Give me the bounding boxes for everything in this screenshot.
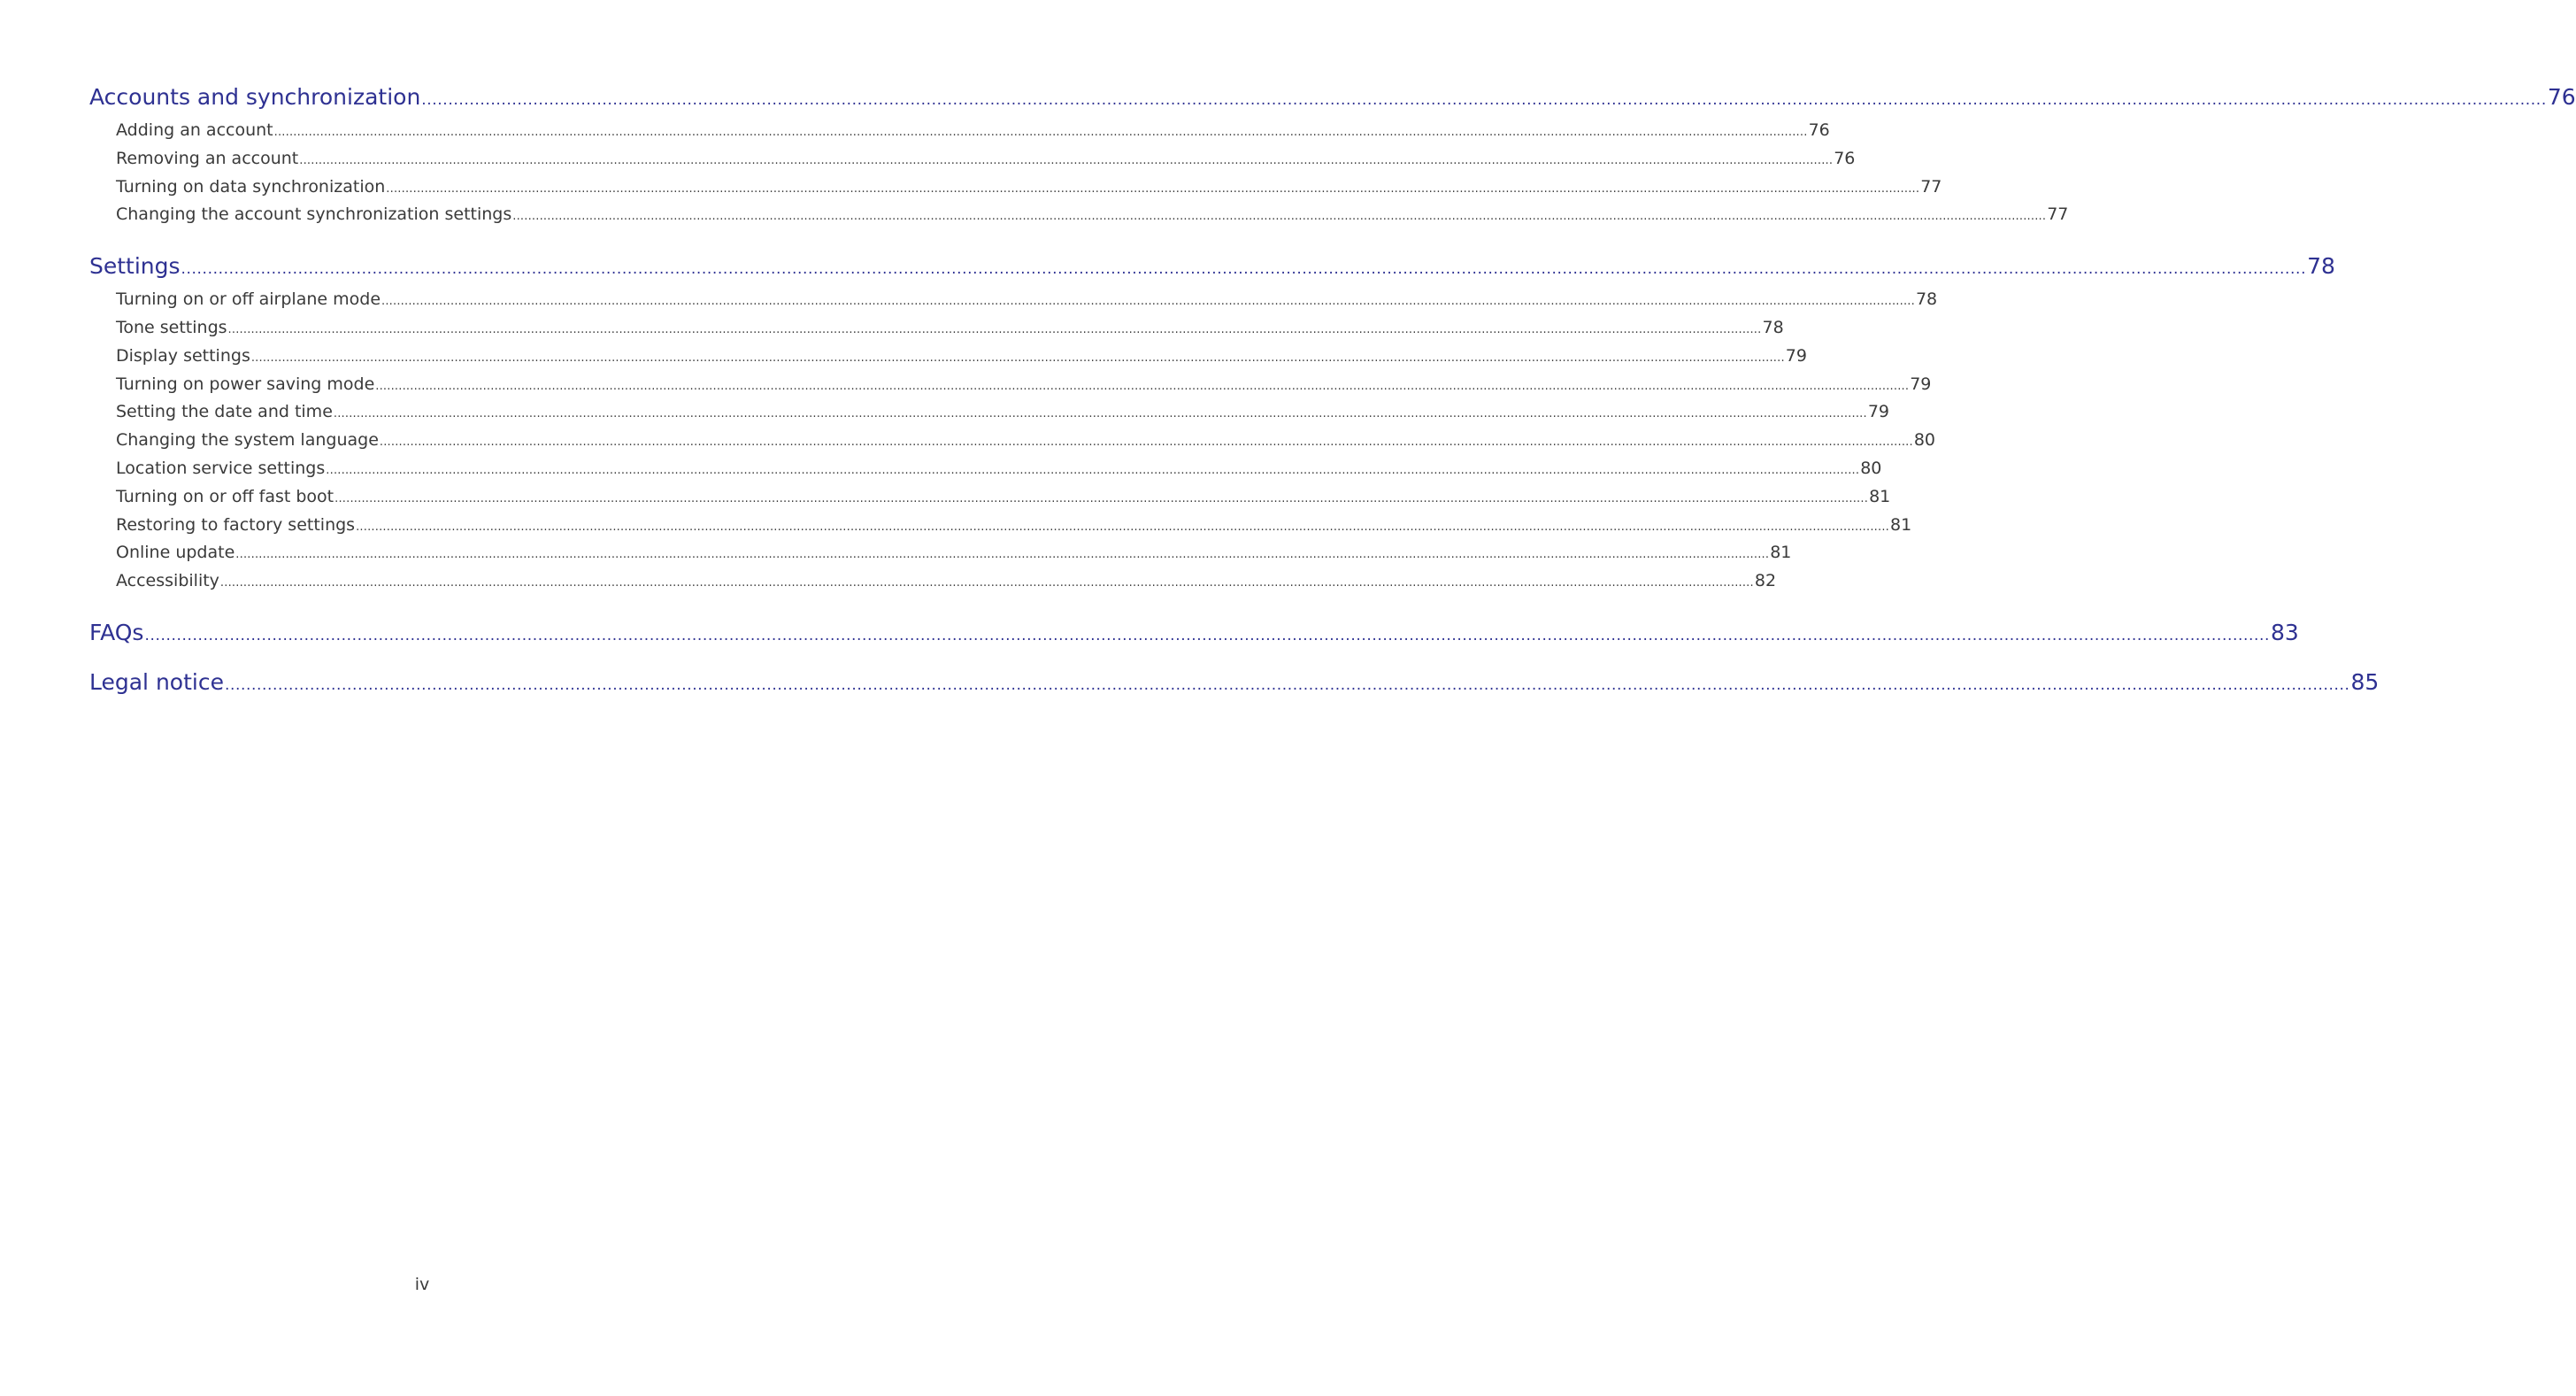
toc-entry-title: Removing an account bbox=[116, 148, 299, 168]
toc-entry-title: Changing the account synchronization settings bbox=[116, 204, 512, 225]
dot-leader: ................................................................................................................................................................................................................................................................................................................................................................................................................ bbox=[273, 126, 1808, 139]
section-spacer bbox=[89, 229, 750, 247]
toc-entry-title: Restoring to factory settings bbox=[116, 514, 356, 535]
toc-section bbox=[89, 613, 2299, 652]
dot-leader: ................................................................................................................................................................................................................................................................................................................................................................................................................ bbox=[235, 548, 1770, 562]
toc-heading-title: Settings bbox=[89, 253, 181, 280]
toc-heading-title: Legal notice bbox=[89, 668, 224, 695]
dot-leader: ................................................................................................................................................................................................................................................................................................................................................................................................................ bbox=[379, 436, 1913, 450]
dot-leader: ................................................................................................................................................................................................................................................................................................................................................................................................................ bbox=[227, 322, 1762, 336]
toc-entry-line[interactable] bbox=[89, 286, 1938, 314]
dot-leader: ................................................................................................................................................................................................................................................................................................................................................................................................................ bbox=[219, 576, 1754, 590]
dot-leader: ................................................................................................................................................................................................................................................................................................................................................................................................................ bbox=[181, 260, 2307, 279]
toc-entry-page: 78 bbox=[1762, 317, 1784, 337]
toc-entry-line[interactable] bbox=[89, 201, 2069, 229]
toc-entry-line[interactable] bbox=[89, 117, 1830, 145]
toc-entry-title: Location service settings bbox=[116, 458, 326, 478]
toc-entry-line[interactable] bbox=[89, 427, 1936, 455]
page-number: iv bbox=[414, 1275, 430, 1294]
toc-entry-line[interactable] bbox=[89, 483, 1891, 512]
toc-entry-line[interactable] bbox=[89, 398, 1890, 427]
toc-entry-title: Turning on or off airplane mode bbox=[116, 289, 381, 310]
toc-entry-line[interactable] bbox=[89, 371, 1932, 399]
toc-heading-line[interactable] bbox=[89, 78, 2576, 117]
toc-entry-title: Online update bbox=[116, 543, 235, 563]
dot-leader: ................................................................................................................................................................................................................................................................................................................................................................................................................ bbox=[299, 153, 1834, 167]
dot-leader: ................................................................................................................................................................................................................................................................................................................................................................................................................ bbox=[381, 295, 1915, 309]
toc-entry-page: 79 bbox=[1867, 402, 1890, 422]
toc-entry-title: Display settings bbox=[116, 345, 250, 366]
toc-heading-title: Accounts and synchronization bbox=[89, 84, 421, 110]
toc-heading-page: 85 bbox=[2350, 668, 2380, 695]
toc-entry-page: 78 bbox=[1915, 289, 1938, 310]
toc-entry-page: 81 bbox=[1869, 486, 1891, 506]
table-of-contents bbox=[89, 78, 2576, 702]
toc-entry-page: 76 bbox=[1834, 148, 1856, 168]
toc-entry-page: 82 bbox=[1754, 571, 1777, 591]
toc-entry-page: 79 bbox=[1785, 345, 1807, 366]
toc-entry-line[interactable] bbox=[89, 567, 1777, 596]
toc-entry-line[interactable] bbox=[89, 145, 1856, 174]
toc-entry-line[interactable] bbox=[89, 314, 1784, 343]
toc-entry-title: Adding an account bbox=[116, 120, 273, 140]
toc-heading-line[interactable] bbox=[89, 663, 2380, 702]
toc-heading-line[interactable] bbox=[89, 613, 2299, 652]
toc-heading-line[interactable] bbox=[89, 247, 2335, 286]
toc-entry-page: 79 bbox=[1910, 374, 1932, 394]
dot-leader: ................................................................................................................................................................................................................................................................................................................................................................................................................ bbox=[356, 520, 1890, 534]
dot-leader: ................................................................................................................................................................................................................................................................................................................................................................................................................ bbox=[334, 491, 1869, 505]
toc-entry-line[interactable] bbox=[89, 539, 1792, 567]
toc-entry-page: 77 bbox=[2047, 204, 2069, 225]
toc-heading-page: 83 bbox=[2270, 619, 2299, 645]
toc-entry-title: Turning on or off fast boot bbox=[116, 486, 334, 506]
toc-entry-title: Turning on data synchronization bbox=[116, 176, 386, 197]
toc-entry-line[interactable] bbox=[89, 455, 1882, 483]
toc-section bbox=[89, 78, 2576, 229]
dot-leader: ................................................................................................................................................................................................................................................................................................................................................................................................................ bbox=[512, 210, 2047, 224]
toc-heading-page: 76 bbox=[2547, 84, 2576, 110]
toc-entry-line[interactable] bbox=[89, 174, 1942, 202]
toc-entry-page: 77 bbox=[1920, 176, 1942, 197]
toc-section bbox=[89, 247, 2335, 596]
toc-entry-page: 81 bbox=[1890, 514, 1912, 535]
toc-entry-page: 80 bbox=[1913, 430, 1936, 451]
toc-entry-page: 80 bbox=[1860, 458, 1882, 478]
toc-heading-page: 78 bbox=[2307, 253, 2335, 280]
toc-heading-title: FAQs bbox=[89, 619, 144, 645]
dot-leader: ................................................................................................................................................................................................................................................................................................................................................................................................................ bbox=[224, 675, 2350, 694]
toc-entry-title: Changing the system language bbox=[116, 430, 379, 451]
dot-leader: ................................................................................................................................................................................................................................................................................................................................................................................................................ bbox=[250, 351, 1785, 365]
dot-leader: ................................................................................................................................................................................................................................................................................................................................................................................................................ bbox=[333, 407, 1867, 421]
toc-entry-page: 81 bbox=[1770, 543, 1792, 563]
section-spacer bbox=[89, 596, 750, 613]
toc-entry-title: Setting the date and time bbox=[116, 402, 333, 422]
dot-leader: ................................................................................................................................................................................................................................................................................................................................................................................................................ bbox=[326, 463, 1860, 477]
toc-entry-line[interactable] bbox=[89, 343, 1807, 371]
toc-entry-title: Accessibility bbox=[116, 571, 219, 591]
dot-leader: ................................................................................................................................................................................................................................................................................................................................................................................................................ bbox=[375, 379, 1910, 393]
toc-entry-title: Tone settings bbox=[116, 317, 227, 337]
toc-entry-title: Turning on power saving mode bbox=[116, 374, 375, 394]
toc-entry-page: 76 bbox=[1808, 120, 1830, 140]
toc-entry-line[interactable] bbox=[89, 512, 1912, 540]
toc-section bbox=[89, 663, 2380, 702]
dot-leader: ................................................................................................................................................................................................................................................................................................................................................................................................................ bbox=[386, 181, 1920, 196]
dot-leader: ................................................................................................................................................................................................................................................................................................................................................................................................................ bbox=[144, 626, 2270, 644]
dot-leader: ................................................................................................................................................................................................................................................................................................................................................................................................................ bbox=[421, 91, 2547, 109]
